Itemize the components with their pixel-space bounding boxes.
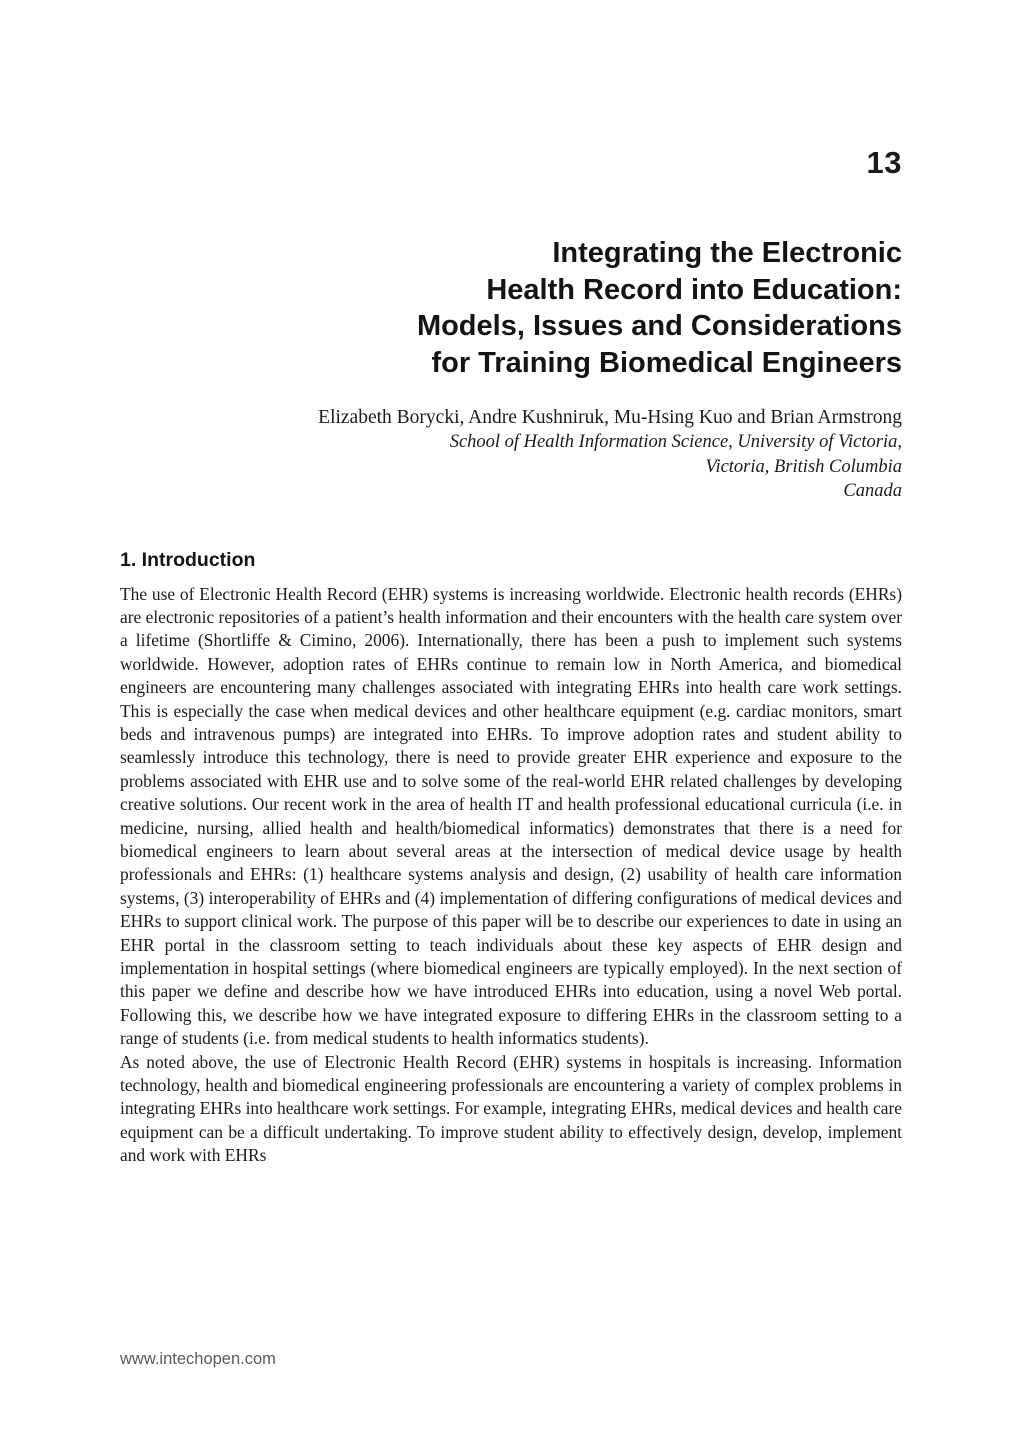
chapter-title	[120, 235, 902, 381]
authors-line: Elizabeth Borycki, Andre Kushniruk, Mu-Hsing Kuo and Brian Armstrong	[318, 407, 902, 428]
page-content	[120, 0, 902, 1168]
footer-publisher-link[interactable]: www.intechopen.com	[120, 1350, 276, 1368]
chapter-title-line-1: Integrating the Electronic	[552, 237, 902, 269]
affiliation-block	[120, 430, 902, 504]
body-paragraph-2: As noted above, the use of Electronic Health Record (EHR) systems in hospitals is increasing. Information technology, health and biomedical engineering professionals are encountering a variety of complex problems in integrating EHRs into healthcare work settings. For example, integrating EHRs, medical devices and health care equipment can be a difficult undertaking. To improve student ability to effectively design, develop, implement and work with EHRs	[120, 1051, 902, 1166]
affiliation-line-3: Canada	[843, 481, 902, 501]
body-paragraph-1: The use of Electronic Health Record (EHR) systems is increasing worldwide. Electronic health records (EHRs) are electronic repositories of a patient’s health information and their encounters with the health care system over a lifetime (Shortliffe & Cimino, 2006). Internationally, there has been a push to implement such systems worldwide. However, adoption rates of EHRs continue to remain low in North America, and biomedical engineers are encountering many challenges associated with integrating EHRs into health care work settings. This is especially the case when medical devices and other healthcare equipment (e.g. cardiac monitors, smart beds and intravenous pumps) are integrated into EHRs. To improve adoption rates and student ability to seamlessly introduce this technology, there is need to provide greater EHR experience and exposure to the problems associated with EHR use and to solve some of the real-world EHR related challenges by developing creative solutions. Our recent work in the area of health IT and health professional educational curricula (i.e. in medicine, nursing, allied health and health/biomedical informatics) demonstrates that there is a need for biomedical engineers to learn about several areas at the intersection of medical device usage by health professionals and EHRs: (1) healthcare systems analysis and design, (2) usability of health care information systems, (3) interoperability of EHRs and (4) implementation of differing configurations of medical devices and EHRs to support clinical work. The purpose of this paper will be to describe our experiences to date in using an EHR portal in the classroom setting to teach individuals about these key aspects of EHR design and implementation in hospital settings (where biomedical engineers are typically employed). In the next section of this paper we define and describe how we have introduced EHRs into education, using a novel Web portal. Following this, we describe how we have integrated exposure to differing EHRs in the classroom setting to a range of students (i.e. from medical students to health informatics students).	[120, 583, 902, 1049]
chapter-title-line-3: Models, Issues and Considerations	[416, 310, 902, 342]
chapter-title-line-2: Health Record into Education:	[486, 273, 902, 306]
section-heading-introduction: 1. Introduction	[120, 548, 256, 571]
chapter-title-line-4: for Training Biomedical Engineers	[431, 346, 902, 379]
affiliation-line-2: Victoria, British Columbia	[705, 456, 902, 477]
page-number: 13	[866, 145, 902, 180]
affiliation-line-1: School of Health Information Science, University of Victoria,	[449, 432, 902, 452]
